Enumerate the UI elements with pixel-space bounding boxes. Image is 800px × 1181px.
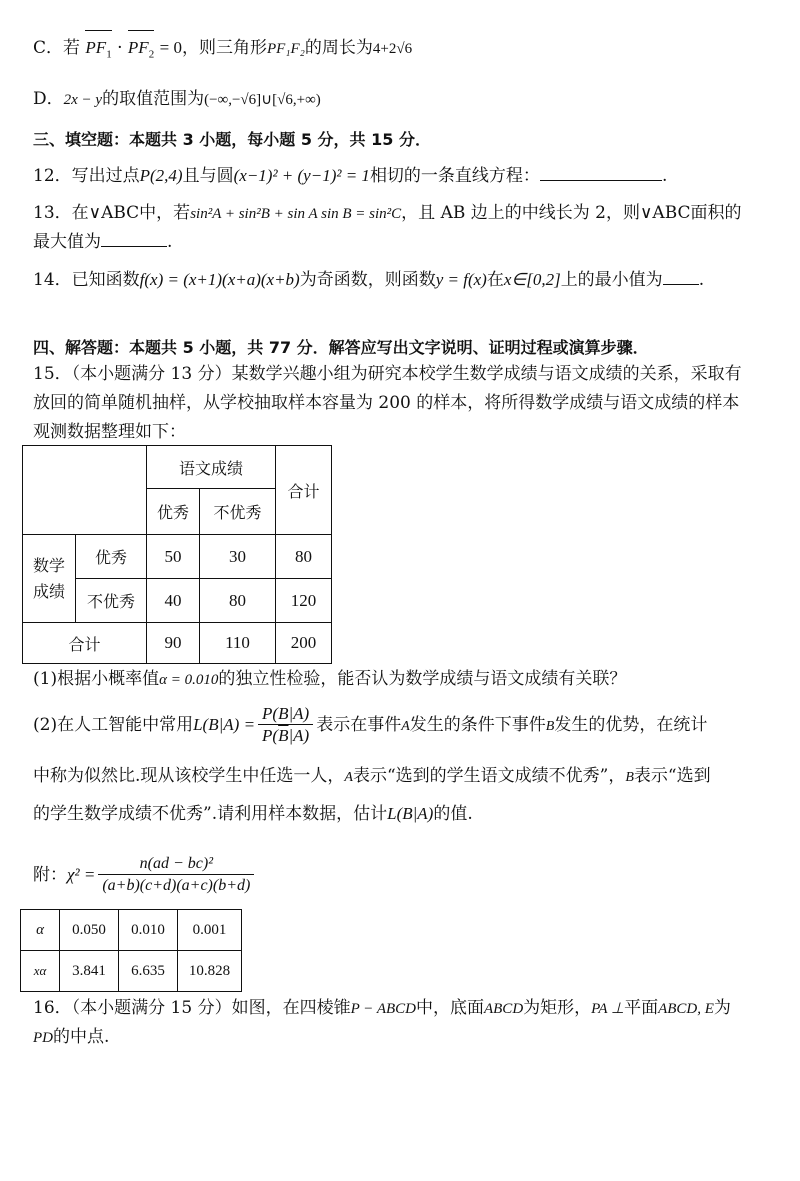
q15-part2-line2: 中称为似然比.现从该校学生中任选一人，A表示“选到的学生语文成绩不优秀”，B表示“选到: [33, 766, 711, 786]
appendix-formula: 附：χ² = $\frac{\text{n(ad − bc)²}}{(a+b)(c+d)(a+c)(b+d)}$: [33, 852, 257, 898]
table-cell: 10.828: [178, 951, 242, 992]
table-cell: 0.050: [60, 910, 119, 951]
question-16-line2: PD的中点.: [33, 1027, 110, 1047]
vector-pf2: $PF_2$: [128, 36, 154, 66]
table-cell: 优秀: [76, 535, 147, 579]
question-14: 14．已知函数f(x) = (x+1)(x+a)(x+b)为奇函数，则函数y = f(x)在x∈[0,2]上的最小值为 .: [33, 270, 705, 290]
q15-part2-line3: 的学生数学成绩不优秀”.请利用样本数据，估计L(B|A)的值.: [33, 804, 473, 824]
question-12: 12．写出过点P(2,4)且与圆(x−1)² + (y−1)² = 1相切的一条直线方程： .: [33, 166, 668, 186]
question-16-line1: 16．（本小题满分 15 分）如图，在四棱锥P − ABCD中，底面ABCD为矩形，PA ⊥平面ABCD, E为: [33, 998, 731, 1018]
question-13: 13．在∨ABC中，若sin²A + sin²B + sin A sin B = sin²C，且 AB 边上的中线长为 2，则∨ABC面积的: [33, 203, 742, 223]
question-15-line3: 观测数据整理如下：: [33, 422, 186, 442]
option-d: D．2x − y的取值范围为(−∞,−√6]∪[√6,+∞): [33, 89, 321, 109]
table-cell: 200: [276, 623, 332, 664]
table-cell: xα: [21, 951, 60, 992]
table-cell: 0.001: [178, 910, 242, 951]
q15-part2: (2)在人工智能中常用L(B|A) = $\frac{P(B|A)}{P(\overline{B}|A)}$ 表示在事件A发生的条件下事件B发生的优势，在统计: [33, 704, 708, 745]
critical-value-table: [20, 909, 242, 992]
option-c: C．若 $PF_1 \cdot PF_2 = 0$，则三角形PF₁F₂的周长为4+2√6: [33, 36, 412, 66]
answer-blank[interactable]: [663, 268, 699, 285]
question-15-line1: 15．（本小题满分 13 分）某数学兴趣小组为研究本校学生数学成绩与语文成绩的关系，采取有: [33, 364, 742, 384]
table-cell: 3.841: [60, 951, 119, 992]
header-not-excellent: 不优秀: [200, 489, 276, 535]
table-cell: 合计: [23, 623, 147, 664]
question-15-line2: 放回的简单随机抽样，从学校抽取样本容量为 200 的样本，将所得数学成绩与语文成绩的样本: [33, 393, 740, 413]
header-math: 数学 成绩: [23, 535, 76, 623]
table-cell: 40: [147, 579, 200, 623]
answer-blank[interactable]: [540, 164, 662, 181]
header-excellent: 优秀: [147, 489, 200, 535]
table-corner: [23, 446, 147, 535]
table-cell: 80: [200, 579, 276, 623]
header-chinese: 语文成绩: [147, 446, 276, 489]
table-cell: 50: [147, 535, 200, 579]
likelihood-fraction: $\frac{P(B|A)}{P(\overline{B}|A)}$: [258, 704, 313, 747]
table-cell: α: [21, 910, 60, 951]
table-cell: 6.635: [119, 951, 178, 992]
answer-blank[interactable]: [101, 230, 167, 247]
table-cell: 0.010: [119, 910, 178, 951]
table-cell: 110: [200, 623, 276, 664]
question-13-line2: 最大值为 .: [33, 232, 173, 252]
table-cell: 30: [200, 535, 276, 579]
contingency-table: [22, 445, 332, 664]
section-4-title: 四、解答题：本题共 5 小题，共 77 分．解答应写出文字说明、证明过程或演算步骤．: [33, 338, 649, 357]
chi-square-fraction: $\frac{\text{n(ad − bc)²}}{(a+b)(c+d)(a+c)(b+d)}$: [98, 854, 254, 897]
q15-part1: (1)根据小概率值α = 0.010的独立性检验，能否认为数学成绩与语文成绩有关联？: [33, 669, 627, 689]
header-total: 合计: [276, 446, 332, 535]
table-cell: 不优秀: [76, 579, 147, 623]
table-cell: 80: [276, 535, 332, 579]
section-3-title: 三、填空题：本题共 3 小题，每小题 5 分，共 15 分．: [33, 130, 431, 149]
vector-pf1: $PF_1$: [85, 36, 111, 66]
table-cell: 120: [276, 579, 332, 623]
table-cell: 90: [147, 623, 200, 664]
